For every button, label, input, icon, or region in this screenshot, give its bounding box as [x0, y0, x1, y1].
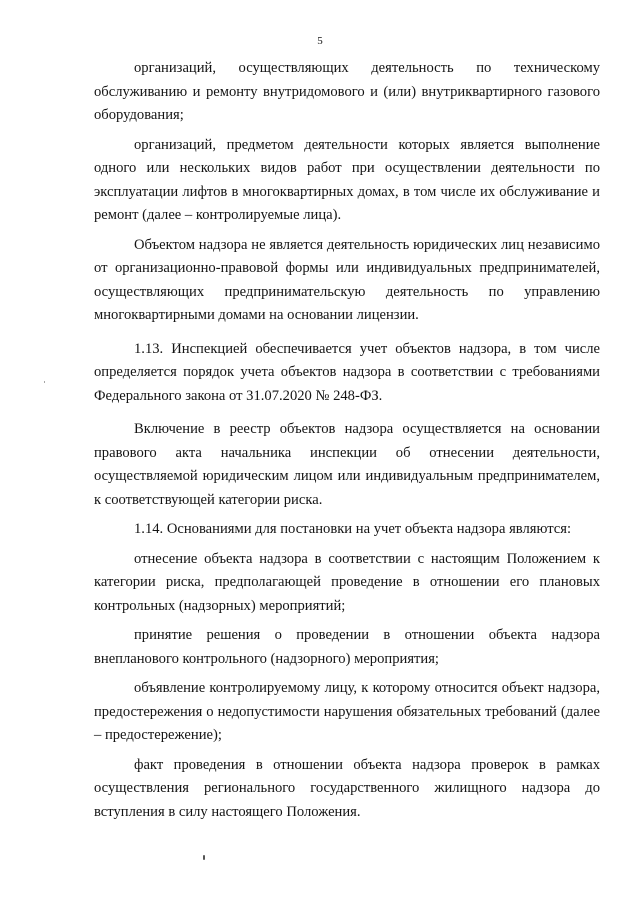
- paragraph-unscheduled-measure: принятие решения о проведении в отношении объекта надзора внепланового контрольного (надзорного) мероприятия;: [94, 627, 600, 667]
- paragraph-registry-inclusion: Включение в реестр объектов надзора осуществляется на основании правового акта начальника инспекции об отнесении деятельности, осуществляемой юридическим лицом или индивидуальным предпринимателем, к соответствующей категории риска.: [94, 421, 600, 508]
- paragraph-risk-category: отнесение объекта надзора в соответствии с настоящим Положением к категории риска, предполагающей проведение в отношении его плановых контрольных (надзорных) мероприятий;: [94, 550, 600, 614]
- paragraph-clause-1-14: 1.14. Основаниями для постановки на учет объекта надзора являются:: [134, 521, 572, 537]
- paragraph-gas-equipment-organizations: организаций, осуществляющих деятельность по техническому обслуживанию и ремонту внутридомового и (или) внутриквартирного газового оборудования;: [94, 60, 600, 123]
- paragraph-clause-1-13: 1.13. Инспекцией обеспечивается учет объектов надзора, в том числе определяется порядок учета объектов надзора в соответствии с требованиями Федерального закона от 31.07.2020 № 248-ФЗ.: [94, 340, 600, 404]
- paragraph-past-inspections: факт проведения в отношении объекта надзора проверок в рамках осуществления регионального государственного жилищного надзора до вступления в силу настоящего Положения.: [94, 756, 600, 820]
- scan-speck: [44, 381, 45, 383]
- paragraph-warning-announcement: объявление контролируемому лицу, к которому относится объект надзора, предостережения о недопустимости нарушения обязательных требований (далее – предостережение);: [94, 680, 600, 743]
- page-number: 5: [317, 35, 323, 47]
- scan-speck: [203, 855, 205, 860]
- paragraph-not-supervision-object: Объектом надзора не является деятельность юридических лиц независимо от организационно-правовой формы или индивидуальных предпринимателей, осуществляющих предпринимательскую деятельность по управлению многоквартирными домами на основании лицензии.: [94, 236, 600, 323]
- document-body: [94, 57, 600, 830]
- paragraph-elevator-organizations: организаций, предметом деятельности которых является выполнение одного или нескольких видов работ при осуществлении деятельности по эксплуатации лифтов в многоквартирных домах, в том числе их обслуживание и ремонт (далее – контролируемые лица).: [94, 136, 600, 223]
